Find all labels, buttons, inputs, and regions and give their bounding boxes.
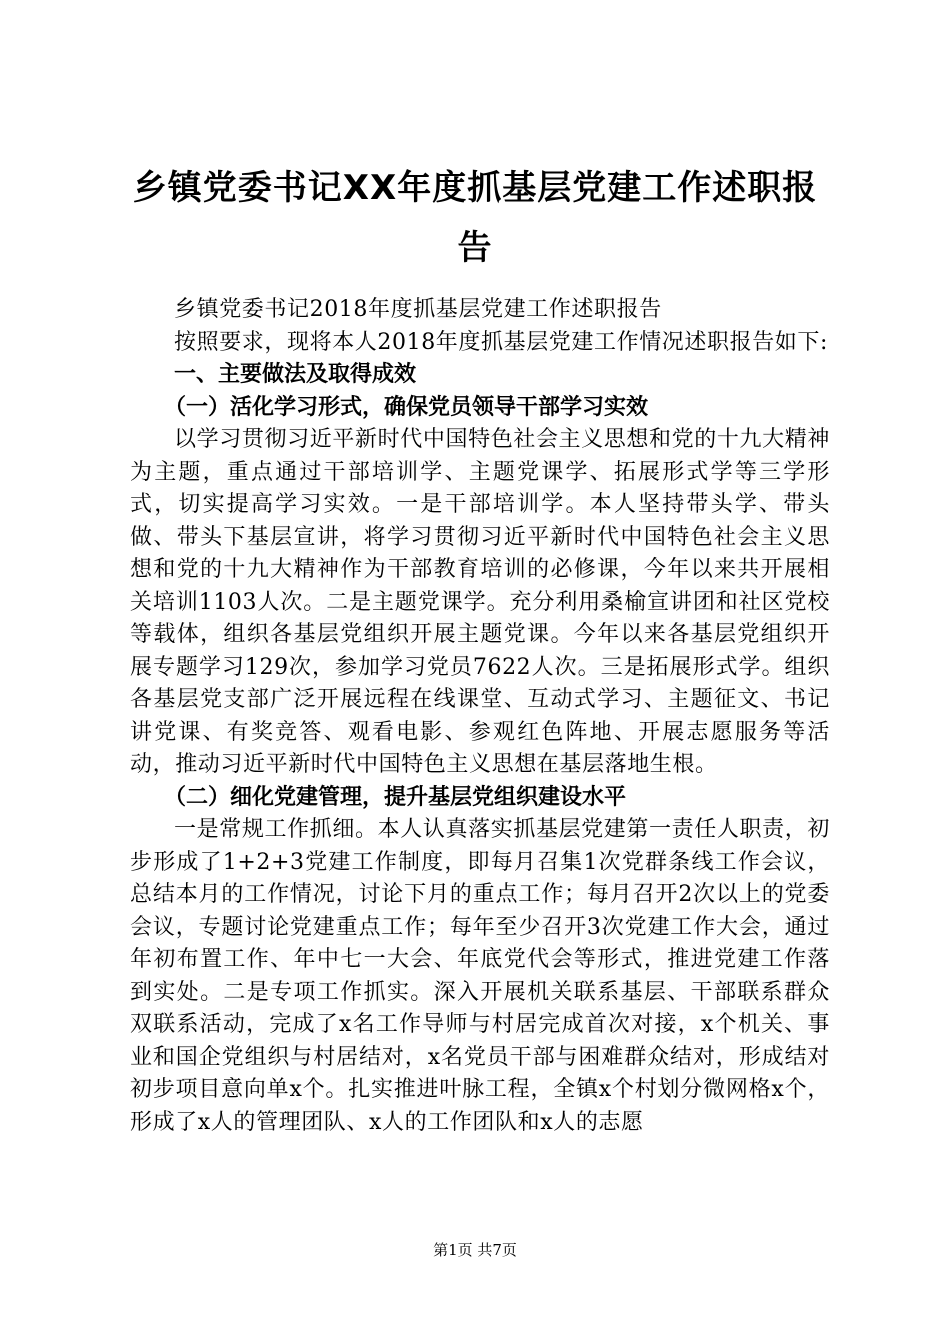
paragraph-opening: 按照要求，现将本人2018年度抓基层党建工作情况述职报告如下: [174, 329, 829, 355]
paragraph-study: 以学习贯彻习近平新时代中国特色社会主义思想和党的十九大精神为主题，重点通过干部培训学、主题党课学、拓展形式学等三学形式，切实提高学习实效。一是干部培训学。本人坚持带头学、带头做、带头下基层宣讲，将学习贯彻习近平新时代中国特色社会主义思想和党的十九大精神作为干部教育培训的必修课，今年以来共开展相关培训1103人次。二是主题党课学。充分利用桑榆宣讲团和社区党校等载体，组织各基层党组织开展主题党课。今年以来各基层党组织开展专题学习129次，参加学习党员7622人次。三是拓展形式学。组织各基层党支部广泛开展远程在线课堂、互动式学习、主题征文、书记讲党课、有奖竞答、观看电影、参观红色阵地、开展志愿服务等活动，推动习近平新时代中国特色主义思想在基层落地生根。 [130, 427, 830, 777]
page-footer: 第1页 共7页 [433, 1241, 517, 1259]
subsection-heading-2: （二）细化党建管理，提升基层党组织建设水平 [164, 784, 627, 810]
paragraph-intro-title: 乡镇党委书记2018年度抓基层党建工作述职报告 [174, 297, 662, 322]
document-title: 乡镇党委书记XX年度抓基层党建工作述职报告 [132, 168, 818, 268]
subsection-heading-1: （一）活化学习形式，确保党员领导干部学习实效 [164, 394, 649, 420]
paragraph-management: 一是常规工作抓细。本人认真落实抓基层党建第一责任人职责，初步形成了1+2+3党建工作制度，即每月召集1次党群条线工作会议，总结本月的工作情况，讨论下月的重点工作；每月召开2次以上的党委会议，专题讨论党建重点工作；每年至少召开3次党建工作大会，通过年初布置工作、年中七一大会、年底党代会等形式，推进党建工作落到实处。二是专项工作抓实。深入开展机关联系基层、干部联系群众双联系活动，完成了x名工作导师与村居完成首次对接，x个机关、事业和国企党组织与村居结对，x名党员干部与困难群众结对，形成结对初步项目意向单x个。扎实推进叶脉工程，全镇x个村划分微网格x个，形成了x人的管理团队、x人的工作团队和x人的志愿 [130, 817, 830, 1135]
document-body [130, 294, 830, 1139]
section-heading-1: 一、主要做法及取得成效 [174, 362, 417, 387]
